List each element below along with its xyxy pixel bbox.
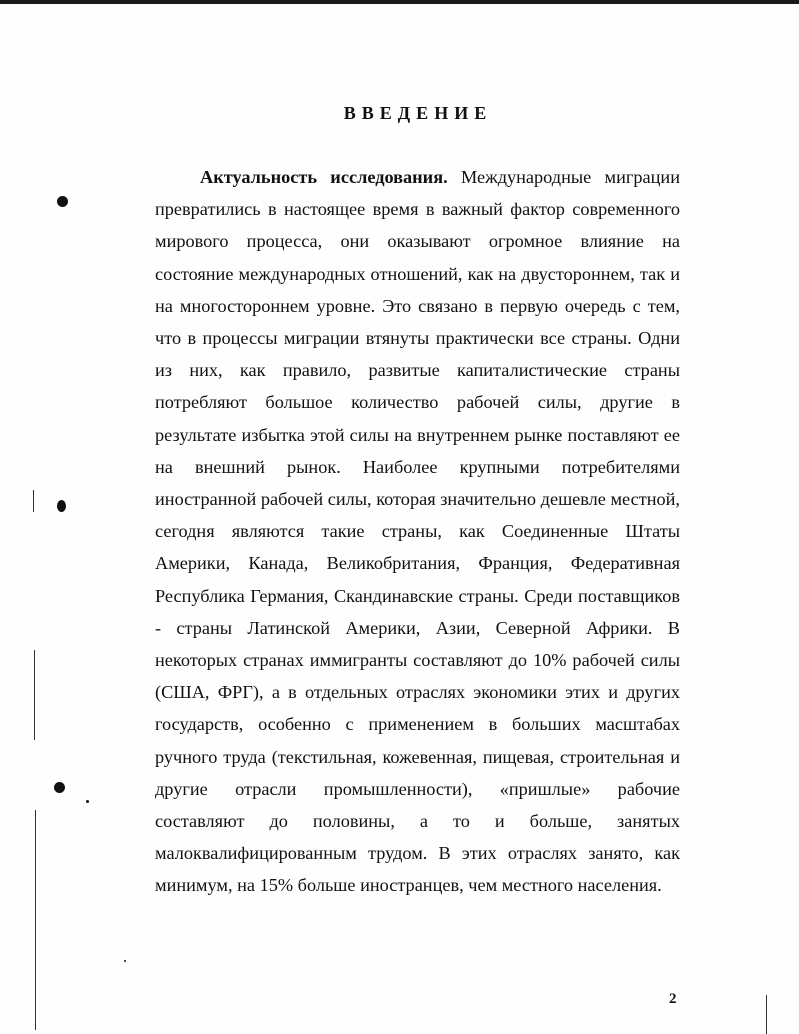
- punch-hole-mark: [54, 782, 65, 793]
- paragraph-lead: Актуальность исследования.: [200, 167, 448, 187]
- page-number: 2: [669, 991, 677, 1007]
- page-title: ВВЕДЕНИЕ: [343, 103, 493, 123]
- body-text: [155, 161, 680, 902]
- introduction-paragraph: [155, 161, 680, 902]
- punch-hole-mark: [57, 500, 66, 512]
- scan-speck: [124, 960, 126, 962]
- margin-scan-line: [33, 490, 34, 512]
- margin-scan-line: [34, 650, 35, 740]
- scan-speck: [86, 800, 89, 803]
- punch-hole-mark: [57, 196, 68, 207]
- paragraph-body: Международные миграции превратились в настоящее время в важный фактор современного мирового процесса, они оказывают огромное влияние на состояние международных отношений, как на двустороннем, так и на многостороннем уровне. Это связано в первую очередь с тем, что в процессы миграции втянуты практически все страны. Одни из них, как правило, развитые капиталистические страны потребляют большое количество рабочей силы, другие в результате избытка этой силы на внутреннем рынке поставляют ее на внешний рынок. Наиболее крупными потребителями иностранной рабочей силы, которая значительно дешевле местной, сегодня являются такие страны, как Соединенные Штаты Америки, Канада, Великобритания, Франция, Федеративная Республика Германия, Скандинавские страны. Среди поставщиков - страны Латинской Америки, Азии, Северной Африки. В некоторых странах иммигранты составляют до 10% рабочей силы (США, ФРГ), а в отдельных отраслях экономики этих и других государств, особенно с применением в больших масштабах ручного труда (текстильная, кожевенная, пищевая, строительная и другие отрасли промышленности), «пришлые» рабочие составляют до половины, а то и больше, занятых малоквалифицированным трудом. В этих отраслях занято, как минимум, на 15% больше иностранцев, чем местного населения.: [155, 167, 680, 896]
- margin-scan-line: [766, 995, 767, 1034]
- margin-scan-line: [35, 810, 36, 1030]
- top-scan-border: [0, 0, 799, 4]
